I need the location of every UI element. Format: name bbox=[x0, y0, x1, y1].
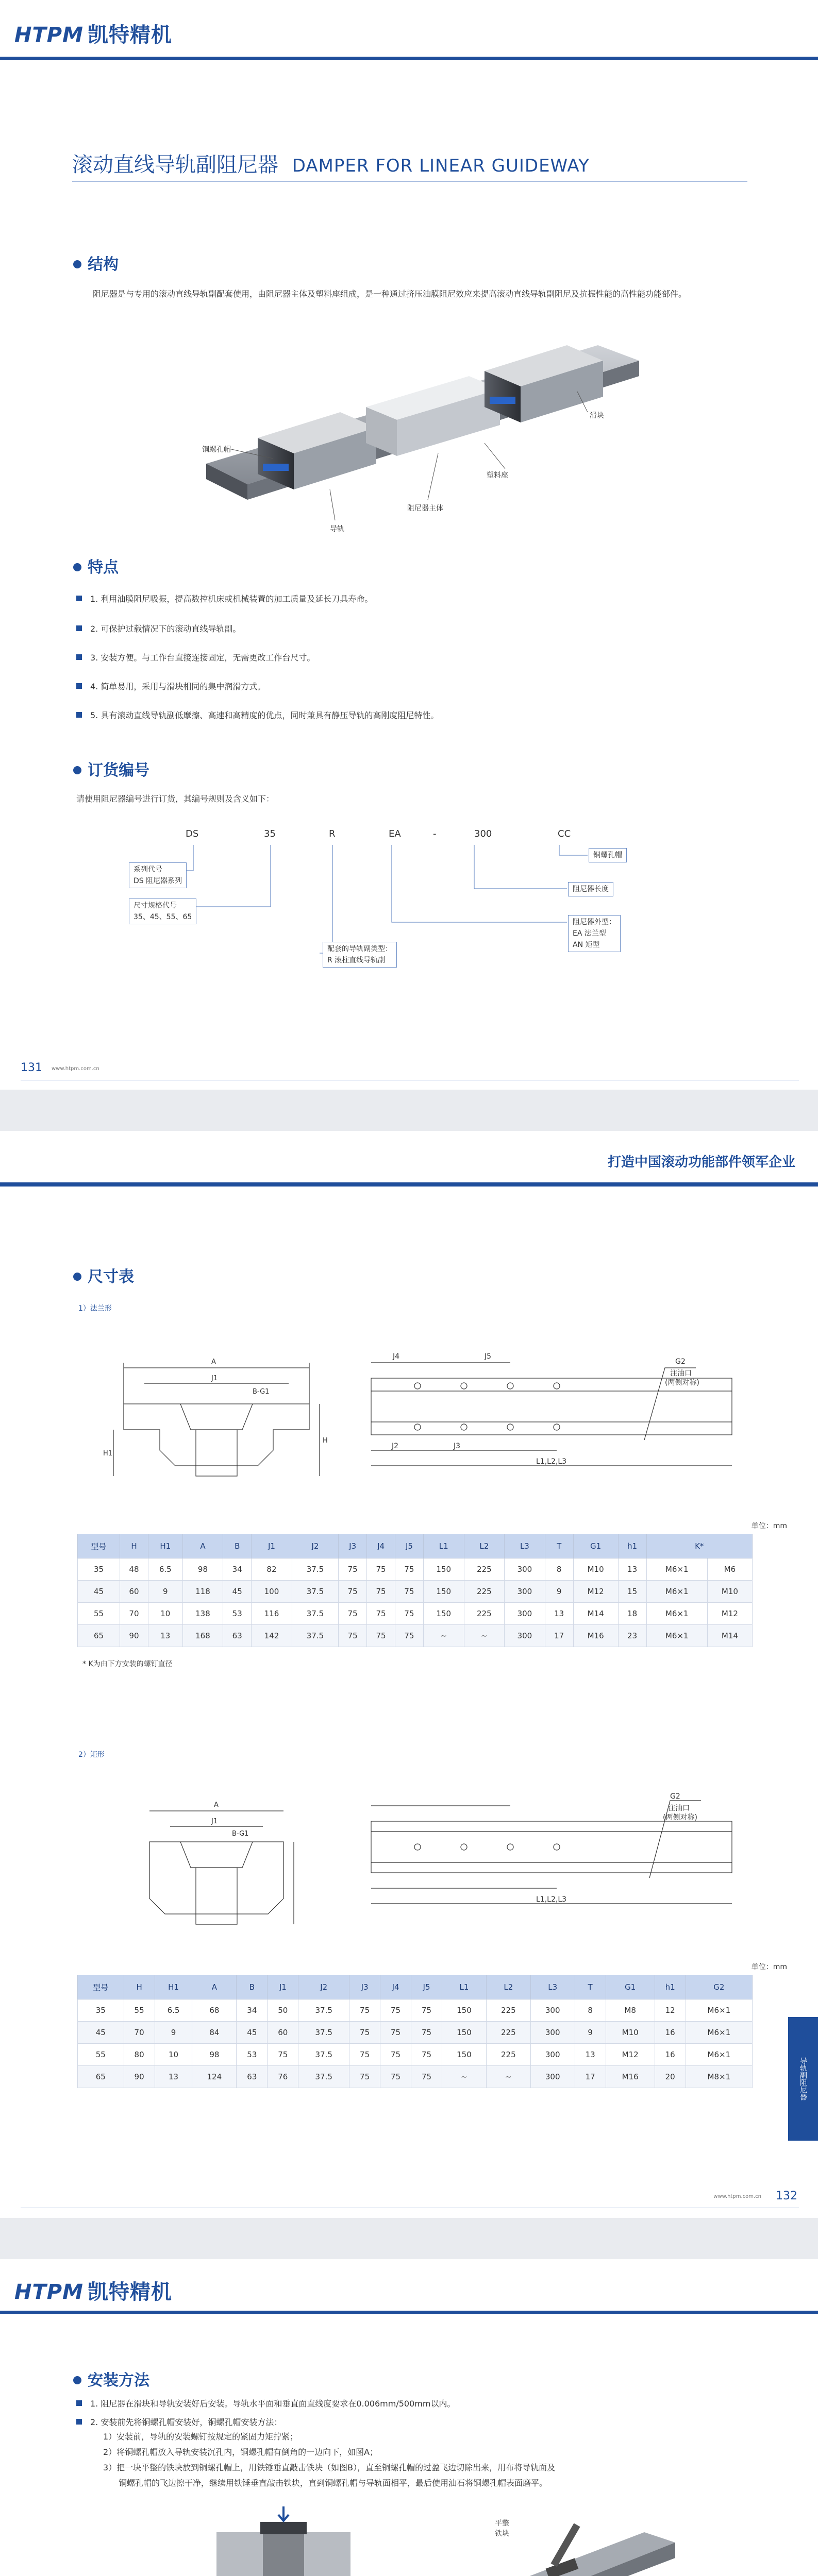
table-cell: 75 bbox=[339, 1625, 367, 1647]
table-cell: 75 bbox=[349, 2022, 380, 2044]
page-132 bbox=[0, 1131, 818, 2218]
flange-note: * K为由下方安装的螺钉直径 bbox=[82, 1660, 173, 1668]
table-row bbox=[78, 2066, 753, 2088]
table-cell: 75 bbox=[395, 1603, 424, 1625]
table-cell: 55 bbox=[78, 2044, 124, 2066]
rect-type-label: 2）矩形 bbox=[78, 1751, 105, 1759]
table-cell: 63 bbox=[237, 2066, 268, 2088]
table-cell: 225 bbox=[464, 1581, 505, 1603]
label-slider: 滑块 bbox=[590, 412, 604, 420]
table-cell: 300 bbox=[530, 2022, 575, 2044]
header-bar bbox=[0, 57, 818, 60]
table-cell: M10 bbox=[707, 1581, 752, 1603]
brand-logo: HTPM 凯特精机 bbox=[14, 23, 172, 47]
table-cell: 37.5 bbox=[292, 1558, 338, 1581]
feature-item: 5. 具有滚动直线导轨副低摩擦、高速和高精度的优点，同时兼具有静压导轨的高刚度阻尼特性。 bbox=[76, 709, 439, 721]
table-cell: 50 bbox=[268, 1999, 298, 2022]
table-cell: M8 bbox=[606, 1999, 655, 2022]
drawing-oil-port: 注油口 bbox=[670, 1369, 692, 1378]
table-cell: 75 bbox=[268, 2044, 298, 2066]
table-cell: 45 bbox=[78, 1581, 120, 1603]
install-line: 铜螺孔帽的飞边擦干净，继续用铁锤垂直敲击铁块，直到铜螺孔帽与导轨面相平，最后使用油石将铜螺孔帽表面磨平。 bbox=[119, 2478, 548, 2488]
table-cell: 75 bbox=[367, 1625, 395, 1647]
table-cell: 225 bbox=[486, 2044, 530, 2066]
table-cell: M12 bbox=[707, 1603, 752, 1625]
table-cell: M8×1 bbox=[686, 2066, 752, 2088]
feature-item: 4. 简单易用，采用与滑块相同的集中润滑方式。 bbox=[76, 680, 265, 692]
table-cell: 75 bbox=[349, 2066, 380, 2088]
table-cell: 75 bbox=[411, 2066, 442, 2088]
flange-plan-drawing bbox=[356, 1337, 753, 1502]
figure-a-illustration bbox=[206, 2501, 361, 2576]
table-cell: 20 bbox=[655, 2066, 686, 2088]
table-cell: 75 bbox=[349, 1999, 380, 2022]
table-cell: M12 bbox=[606, 2044, 655, 2066]
label-cap: 铜螺孔帽 bbox=[202, 446, 231, 454]
install-line: 2）将铜螺孔帽放入导轨安装沉孔内，铜螺孔帽有倒角的一边向下，如图A； bbox=[103, 2447, 378, 2457]
table-cell: 6.5 bbox=[148, 1558, 182, 1581]
table-cell: 84 bbox=[192, 2022, 237, 2044]
page-131: HTPM 凯特精机 滚动直线导轨副阻尼器 DAMPER FOR LINEAR GUIDEWAY 结构 阻尼器是与专用的滚动直线导轨副配套使用，由阻尼器主体及塑料座组成，是一种通过挤压油膜阻尼效应来提高滚动直线导轨副阻尼及抗振性能的高性能功能部件。 滑块 塑料座 阻尼器主体 导轨 铜螺孔帽 特点 1. 利用油膜阻尼吸振，提高数控机床或机械装置的加工质量及延长刀具寿命。 2. 可保护过载情况下的滚动直线导轨副。 3. 安装方便。与工作台直接连接固定，无需更改工作台尺寸。 4. 简单易用，采用与滑块相同的集中润滑方式。 5. 具有滚动直线导轨副低摩擦、高速和高精度的优点，同时兼具有静压导轨的高刚度阻尼特性。 订货编号 请使用阻尼器编号进行订货，其编号规则及含义如下： DS 35 R EA - 300 CC 系列代号 DS 阻尼器系列 尺寸规格代号 35、45、55、65 配套的导轨副类型： R 滚柱直线导轨副 铜螺孔帽 阻尼器长度 阻尼器外型： EA 法兰型 AN 矩型 131 www.htpm.com.cn bbox=[0, 0, 818, 1090]
table-cell: 150 bbox=[423, 1603, 464, 1625]
install-line: 2. 安装前先将铜螺孔帽安装好，铜螺孔帽安装方法： bbox=[76, 2416, 282, 2428]
table-cell: 13 bbox=[545, 1603, 573, 1625]
flange-section-drawing bbox=[103, 1327, 330, 1497]
table-cell: 13 bbox=[148, 1625, 182, 1647]
table-cell: 63 bbox=[223, 1625, 252, 1647]
table-header: J4 bbox=[380, 1975, 411, 1999]
table-header: H1 bbox=[148, 1534, 182, 1558]
flange-dimension-table bbox=[77, 1534, 753, 1647]
table-cell: 53 bbox=[237, 2044, 268, 2066]
table-cell: 300 bbox=[505, 1603, 545, 1625]
table-cell: 75 bbox=[411, 2022, 442, 2044]
cap-code-box: 铜螺孔帽 bbox=[589, 848, 627, 862]
feature-item: 1. 利用油膜阻尼吸振，提高数控机床或机械装置的加工质量及延长刀具寿命。 bbox=[76, 592, 373, 604]
table-cell: M10 bbox=[606, 2022, 655, 2044]
table-cell: 53 bbox=[223, 1603, 252, 1625]
table-cell: 98 bbox=[182, 1558, 223, 1581]
table-cell: M6 bbox=[707, 1558, 752, 1581]
table-header: 型号 bbox=[78, 1975, 124, 1999]
table-cell: M12 bbox=[573, 1581, 618, 1603]
rect-dimension-table bbox=[77, 1975, 753, 2088]
table-cell: 34 bbox=[237, 1999, 268, 2022]
page-133 bbox=[0, 2259, 818, 2576]
table-cell: 75 bbox=[367, 1581, 395, 1603]
table-cell: 10 bbox=[155, 2044, 192, 2066]
table-cell: M6×1 bbox=[646, 1581, 707, 1603]
table-cell: 13 bbox=[155, 2066, 192, 2088]
table-header: K* bbox=[646, 1534, 752, 1558]
rect-unit: 单位：mm bbox=[751, 1963, 787, 1971]
table-row bbox=[78, 1558, 753, 1581]
label-damper-body: 阻尼器主体 bbox=[407, 504, 443, 513]
table-cell: 150 bbox=[442, 2044, 487, 2066]
table-header: B bbox=[223, 1534, 252, 1558]
table-header: L2 bbox=[486, 1975, 530, 1999]
table-cell: M16 bbox=[606, 2066, 655, 2088]
damper-product-illustration bbox=[196, 330, 660, 546]
size-code-box: 尺寸规格代号 35、45、55、65 bbox=[129, 899, 196, 924]
table-cell: 55 bbox=[124, 1999, 155, 2022]
table-cell: 70 bbox=[124, 2022, 155, 2044]
table-cell: 150 bbox=[442, 1999, 487, 2022]
table-cell: 16 bbox=[655, 2022, 686, 2044]
table-header: J2 bbox=[298, 1975, 349, 1999]
table-header: H bbox=[124, 1975, 155, 1999]
table-cell: 23 bbox=[618, 1625, 646, 1647]
table-cell: 16 bbox=[655, 2044, 686, 2066]
features-heading: 特点 bbox=[73, 554, 119, 577]
table-header: h1 bbox=[618, 1534, 646, 1558]
dimensions-heading: 尺寸表 bbox=[73, 1264, 134, 1286]
table-cell: 75 bbox=[339, 1581, 367, 1603]
rect-section-drawing bbox=[129, 1780, 304, 1940]
shape-code-box: 阻尼器外型： EA 法兰型 AN 矩型 bbox=[568, 915, 621, 952]
table-cell: 8 bbox=[545, 1558, 573, 1581]
table-cell: 45 bbox=[78, 2022, 124, 2044]
table-header: J2 bbox=[292, 1534, 338, 1558]
table-header: L3 bbox=[505, 1534, 545, 1558]
table-cell: 37.5 bbox=[298, 2044, 349, 2066]
table-cell: 68 bbox=[192, 1999, 237, 2022]
footer-url: www.htpm.com.cn bbox=[713, 2194, 761, 2199]
table-cell: ~ bbox=[442, 2066, 487, 2088]
table-cell: 225 bbox=[464, 1603, 505, 1625]
drawing-J5: J5 bbox=[485, 1352, 492, 1361]
svg-text:H: H bbox=[323, 1437, 328, 1445]
table-cell: M6×1 bbox=[686, 2044, 752, 2066]
drawing-G2: G2 bbox=[675, 1358, 686, 1366]
table-cell: M14 bbox=[707, 1625, 752, 1647]
table-cell: 6.5 bbox=[155, 1999, 192, 2022]
table-header: L1 bbox=[442, 1975, 487, 1999]
table-header: G1 bbox=[573, 1534, 618, 1558]
table-header: A bbox=[182, 1534, 223, 1558]
table-header: T bbox=[545, 1534, 573, 1558]
table-header: L3 bbox=[530, 1975, 575, 1999]
table-cell: ~ bbox=[423, 1625, 464, 1647]
table-cell: 75 bbox=[411, 1999, 442, 2022]
table-cell: 12 bbox=[655, 1999, 686, 2022]
table-header: J3 bbox=[339, 1534, 367, 1558]
table-cell: 75 bbox=[349, 2044, 380, 2066]
table-cell: M6×1 bbox=[686, 2022, 752, 2044]
table-cell: 75 bbox=[339, 1603, 367, 1625]
rail-type-box: 配套的导轨副类型： R 滚柱直线导轨副 bbox=[323, 942, 397, 968]
ordering-heading: 订货编号 bbox=[73, 757, 149, 780]
table-cell: 116 bbox=[252, 1603, 292, 1625]
table-cell: 300 bbox=[530, 2066, 575, 2088]
table-cell: 76 bbox=[268, 2066, 298, 2088]
label-plastic-seat: 塑料座 bbox=[487, 471, 508, 480]
table-cell: 9 bbox=[155, 2022, 192, 2044]
table-row bbox=[78, 1999, 753, 2022]
table-header: H1 bbox=[155, 1975, 192, 1999]
side-tab: 导轨副阻尼器 bbox=[788, 2017, 818, 2141]
length-code-box: 阻尼器长度 bbox=[568, 882, 613, 896]
table-cell: 118 bbox=[182, 1581, 223, 1603]
table-header: J1 bbox=[252, 1534, 292, 1558]
install-line: 3）把一块平整的铁块放到铜螺孔帽上，用铁锤垂直敲击铁块（如图B），直至铜螺孔帽的过盈飞边切除出来，用布将导轨面及 bbox=[103, 2463, 556, 2472]
table-cell: 37.5 bbox=[298, 1999, 349, 2022]
title-rule bbox=[72, 181, 747, 182]
table-cell: 80 bbox=[124, 2044, 155, 2066]
table-cell: 300 bbox=[505, 1581, 545, 1603]
page-number: 131 bbox=[21, 1061, 42, 1074]
table-cell: 70 bbox=[120, 1603, 148, 1625]
table-cell: 150 bbox=[423, 1558, 464, 1581]
table-cell: 37.5 bbox=[298, 2066, 349, 2088]
table-cell: M6×1 bbox=[686, 1999, 752, 2022]
table-cell: 37.5 bbox=[292, 1603, 338, 1625]
table-header: J5 bbox=[395, 1534, 424, 1558]
table-cell: 55 bbox=[78, 1603, 120, 1625]
table-cell: 75 bbox=[380, 1999, 411, 2022]
svg-text:H1: H1 bbox=[103, 1450, 113, 1458]
table-cell: M14 bbox=[573, 1603, 618, 1625]
drawing-J3: J3 bbox=[454, 1442, 461, 1450]
table-cell: 18 bbox=[618, 1603, 646, 1625]
table-header: B bbox=[237, 1975, 268, 1999]
table-cell: 9 bbox=[148, 1581, 182, 1603]
table-header: G2 bbox=[686, 1975, 752, 1999]
table-cell: 300 bbox=[505, 1625, 545, 1647]
table-cell: 37.5 bbox=[292, 1625, 338, 1647]
rect-drawing-oil-port: 注油口 bbox=[668, 1804, 690, 1812]
table-cell: M6×1 bbox=[646, 1625, 707, 1647]
flange-unit: 单位：mm bbox=[751, 1522, 787, 1530]
table-cell: 75 bbox=[367, 1558, 395, 1581]
table-cell: 75 bbox=[367, 1603, 395, 1625]
table-cell: ~ bbox=[486, 2066, 530, 2088]
table-cell: 90 bbox=[120, 1625, 148, 1647]
table-cell: 37.5 bbox=[292, 1581, 338, 1603]
table-cell: ~ bbox=[464, 1625, 505, 1647]
table-header: H bbox=[120, 1534, 148, 1558]
table-cell: 17 bbox=[575, 2066, 606, 2088]
table-cell: 60 bbox=[268, 2022, 298, 2044]
table-cell: 150 bbox=[442, 2022, 487, 2044]
footer-url: www.htpm.com.cn bbox=[52, 1066, 99, 1072]
table-cell: 75 bbox=[395, 1558, 424, 1581]
table-cell: 13 bbox=[575, 2044, 606, 2066]
slogan: 打造中国滚动功能部件领军企业 bbox=[607, 1155, 795, 1170]
table-row bbox=[78, 1581, 753, 1603]
feature-item: 3. 安装方便。与工作台直接连接固定，无需更改工作台尺寸。 bbox=[76, 651, 315, 663]
svg-text:A: A bbox=[214, 1801, 219, 1809]
table-cell: 75 bbox=[380, 2022, 411, 2044]
table-header: J5 bbox=[411, 1975, 442, 1999]
table-row bbox=[78, 2022, 753, 2044]
structure-intro: 阻尼器是与专用的滚动直线导轨副配套使用，由阻尼器主体及塑料座组成，是一种通过挤压油膜阻尼效应来提高滚动直线导轨副阻尼及抗振性能的高性能功能部件。 bbox=[93, 289, 687, 299]
table-cell: 100 bbox=[252, 1581, 292, 1603]
table-cell: 15 bbox=[618, 1581, 646, 1603]
feature-item: 2. 可保护过载情况下的滚动直线导轨副。 bbox=[76, 622, 241, 634]
table-cell: 75 bbox=[411, 2044, 442, 2066]
table-cell: 75 bbox=[395, 1625, 424, 1647]
table-cell: M6×1 bbox=[646, 1603, 707, 1625]
slogan-bar bbox=[0, 1182, 818, 1187]
table-cell: 45 bbox=[237, 2022, 268, 2044]
svg-text:B-G1: B-G1 bbox=[232, 1830, 249, 1838]
table-cell: 9 bbox=[545, 1581, 573, 1603]
table-cell: 90 bbox=[124, 2066, 155, 2088]
table-cell: 75 bbox=[339, 1558, 367, 1581]
table-cell: 225 bbox=[486, 2022, 530, 2044]
table-cell: 75 bbox=[380, 2066, 411, 2088]
svg-text:J1: J1 bbox=[211, 1818, 218, 1825]
table-cell: 13 bbox=[618, 1558, 646, 1581]
table-cell: 65 bbox=[78, 2066, 124, 2088]
table-cell: 8 bbox=[575, 1999, 606, 2022]
table-cell: 225 bbox=[486, 1999, 530, 2022]
table-cell: M16 bbox=[573, 1625, 618, 1647]
table-header: A bbox=[192, 1975, 237, 1999]
table-header: T bbox=[575, 1975, 606, 1999]
table-header: h1 bbox=[655, 1975, 686, 1999]
table-cell: 225 bbox=[464, 1558, 505, 1581]
drawing-oil-port-note: (两侧对称) bbox=[665, 1379, 699, 1387]
table-cell: 35 bbox=[78, 1999, 124, 2022]
page-title: 滚动直线导轨副阻尼器 DAMPER FOR LINEAR GUIDEWAY bbox=[72, 153, 590, 177]
table-cell: 98 bbox=[192, 2044, 237, 2066]
table-cell: 150 bbox=[423, 1581, 464, 1603]
table-row bbox=[78, 1625, 753, 1647]
table-cell: 82 bbox=[252, 1558, 292, 1581]
header-bar bbox=[0, 2311, 818, 2314]
table-cell: 17 bbox=[545, 1625, 573, 1647]
table-cell: 45 bbox=[223, 1581, 252, 1603]
table-cell: M6×1 bbox=[646, 1558, 707, 1581]
table-cell: 9 bbox=[575, 2022, 606, 2044]
drawing-L: L1,L2,L3 bbox=[536, 1458, 567, 1466]
table-cell: 300 bbox=[530, 2044, 575, 2066]
table-cell: 10 bbox=[148, 1603, 182, 1625]
table-cell: 34 bbox=[223, 1558, 252, 1581]
table-cell: M10 bbox=[573, 1558, 618, 1581]
svg-text:B-G1: B-G1 bbox=[253, 1388, 270, 1396]
svg-text:J1: J1 bbox=[211, 1375, 218, 1382]
page-number: 132 bbox=[776, 2190, 797, 2202]
brand-logo: HTPM 凯特精机 bbox=[14, 2280, 172, 2304]
ordering-note: 请使用阻尼器编号进行订货，其编号规则及含义如下： bbox=[76, 794, 275, 804]
rect-drawing-L: L1,L2,L3 bbox=[536, 1895, 567, 1904]
install-heading: 安装方法 bbox=[73, 2367, 149, 2390]
table-row bbox=[78, 2044, 753, 2066]
table-cell: 75 bbox=[395, 1581, 424, 1603]
series-code-box: 系列代号 DS 阻尼器系列 bbox=[129, 862, 187, 888]
drawing-J4: J4 bbox=[393, 1352, 400, 1361]
figure-b-illustration bbox=[464, 2501, 680, 2576]
flange-type-label: 1）法兰形 bbox=[78, 1304, 112, 1313]
table-cell: 138 bbox=[182, 1603, 223, 1625]
rect-plan-drawing bbox=[356, 1780, 753, 1935]
table-cell: 37.5 bbox=[298, 2022, 349, 2044]
table-row bbox=[78, 1603, 753, 1625]
table-header: J4 bbox=[367, 1534, 395, 1558]
table-header: J3 bbox=[349, 1975, 380, 1999]
table-header: G1 bbox=[606, 1975, 655, 1999]
label-rail: 导轨 bbox=[330, 525, 344, 533]
rect-drawing-oil-note: (两侧对称) bbox=[663, 1814, 697, 1822]
table-cell: 300 bbox=[505, 1558, 545, 1581]
table-cell: 65 bbox=[78, 1625, 120, 1647]
table-header: 型号 bbox=[78, 1534, 120, 1558]
table-header: J1 bbox=[268, 1975, 298, 1999]
table-cell: 35 bbox=[78, 1558, 120, 1581]
table-cell: 48 bbox=[120, 1558, 148, 1581]
drawing-J2: J2 bbox=[392, 1442, 399, 1450]
table-cell: 60 bbox=[120, 1581, 148, 1603]
svg-text:A: A bbox=[211, 1358, 216, 1366]
table-cell: 168 bbox=[182, 1625, 223, 1647]
table-cell: 75 bbox=[380, 2044, 411, 2066]
figure-b-label: 平整 铁块 bbox=[495, 2519, 509, 2538]
rect-drawing-G2: G2 bbox=[670, 1792, 680, 1801]
table-cell: 142 bbox=[252, 1625, 292, 1647]
table-header: L1 bbox=[423, 1534, 464, 1558]
structure-heading: 结构 bbox=[73, 251, 119, 274]
install-line: 1. 阻尼器在滑块和导轨安装好后安装。导轨水平面和垂直面直线度要求在0.006mm/500mm以内。 bbox=[76, 2397, 455, 2409]
table-header: L2 bbox=[464, 1534, 505, 1558]
table-cell: 124 bbox=[192, 2066, 237, 2088]
table-cell: 300 bbox=[530, 1999, 575, 2022]
install-line: 1）安装前，导轨的安装螺钉按规定的紧固力矩拧紧； bbox=[103, 2432, 298, 2442]
